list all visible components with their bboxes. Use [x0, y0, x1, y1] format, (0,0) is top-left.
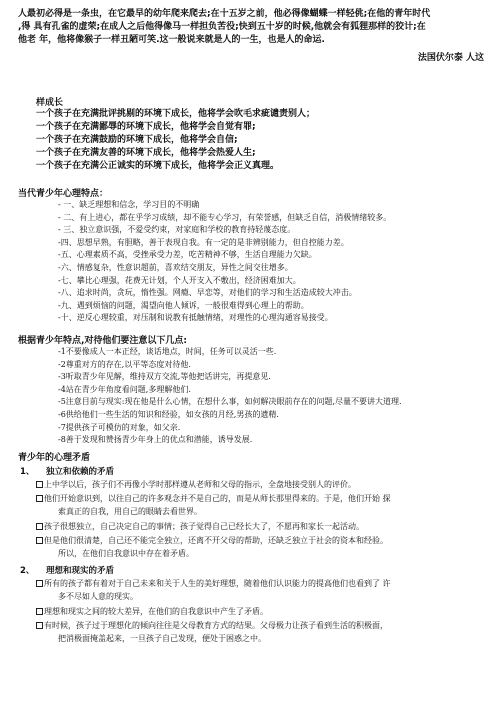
traits-heading: 当代青少年心理特点： [18, 189, 109, 199]
paragraph [36, 521, 484, 534]
quote-attribution: 法国伏尔泰 人这 [417, 53, 484, 63]
paragraph [36, 578, 484, 603]
section-heading [20, 465, 114, 477]
list-item: -九、遇到烦恼的问题，渴望向他人倾诉，一般很难得到心理上的帮助。 [58, 300, 309, 310]
paragraph [36, 606, 484, 619]
section-heading [20, 564, 114, 576]
list-item: -8善于发现和赞扬青少年身上的优点和潜能，诱导发展. [58, 435, 253, 445]
paragraph [36, 493, 484, 518]
list-item: -五、心理素质不高，受挫承受力差，吃苦精神不够，生活自理能力欠缺。 [58, 250, 317, 260]
section-number: 1、 [20, 467, 35, 477]
paragraph-line: 理想和现实之间的较大差异，在他们的自我意识中产生了矛盾。 [44, 607, 268, 616]
intro-line: 他老 年，他将像猴子一样丑陋可笑.这一般说来就是人的一生，也是人的命运. [18, 35, 325, 45]
list-item: 一个孩子在充满鼓励的环境下成长，他将学会自信; [36, 135, 238, 145]
section-title: 理想和现实的矛盾 [46, 566, 115, 576]
list-item: -六、情感复杂，性意识超前，喜欢结交朋友，异性之间交往增多。 [58, 262, 293, 272]
list-item: -2尊重对方的存在,以平等态度对待他. [58, 359, 191, 369]
list-item: -3听取青少年见解，维持双方交流,等他把话讲完，再提意见. [58, 372, 271, 382]
section-number: 2、 [20, 566, 35, 576]
traits-list [58, 199, 391, 325]
list-item: - 一、缺乏理想和信念，学习目的不明确 [58, 200, 200, 209]
checkbox-icon [36, 608, 43, 615]
paragraph-line: 但是他们很清楚，自己还不能完全独立，还离不开父母的帮助，还缺乏独立于社会的资本和经验。 [44, 536, 388, 545]
paragraph-line: 孩子很想独立，自己决定自己的事情；孩子觉得自己已经长大了，不愿再和家长一起活动。 [44, 522, 364, 531]
section-title: 独立和依赖的矛盾 [46, 467, 115, 477]
notes-heading: 根据青少年特点,对待他们要注意以下几点: [18, 336, 188, 346]
list-item: 一个孩子在充满公正诚实的环境下成长，他将学会正义真理。 [36, 161, 280, 171]
paragraph [36, 620, 484, 645]
checkbox-icon [36, 495, 43, 502]
list-item: 一个孩子在充满友善的环境下成长，他将学会热爱人生; [36, 148, 256, 158]
checkbox-icon [36, 580, 43, 587]
list-item: - 三、独立意识强，不爱受约束，对家庭和学校的教育持轻蔑态度。 [58, 225, 296, 235]
contradictions-heading: 青少年的心理矛盾 [18, 453, 91, 463]
list-item: -四、思想早熟，有胆略，善于表现自我。有一定的是非辨别能力，但自控能力差。 [58, 237, 349, 247]
notes-list [58, 346, 402, 447]
paragraph-line: 上中学以后，孩子们不再像小学时那样遵从老师和父母的指示，全盘地接受别人的评价。 [44, 480, 356, 489]
paragraph-line: 索真正的自我，用自己的眼睛去看世界。 [58, 506, 202, 516]
checkbox-icon [36, 523, 43, 530]
list-item: -4站在青少年角度看问题,多理解他们. [58, 384, 191, 394]
list-item: -5注意目前与现实:现在他是什么心情，在想什么事，如何解决眼前存在的问题,尽量不要讲大道理. [58, 397, 402, 407]
paragraph-line: 把消极面掩盖起来，一旦孩子自己发现，便处于困惑之中。 [58, 633, 266, 643]
checkbox-icon [36, 622, 43, 629]
paragraph-line: 有时候，孩子过于理想化的倾向往往是父母教育方式的结果。父母极力让孩子看到生活的积极面， [44, 621, 388, 630]
list-item: - 二、有上进心，都在乎学习成绩，却不能专心学习，有荣誉感，但缺乏自信，消极情绪较多。 [58, 212, 392, 222]
paragraph-line: 所以，在他们自我意识中存在着矛盾。 [58, 548, 194, 558]
checkbox-icon [36, 481, 43, 488]
paragraph [36, 535, 484, 560]
paragraph-line: 所有的孩子都有着对于自己未来和关于人生的美好理想，随着他们认识能力的提高他们也看到了 许 [44, 579, 391, 588]
list-item: -7提供孩子可模仿的对象，如父亲. [58, 422, 181, 432]
intro-line: ,得 具有孔雀的虚荣;在成人之后他得像马一样担负苦役;快到五十岁的时候,他就会有狐狸那样的狡计;在 [18, 22, 426, 32]
paragraph [36, 479, 484, 492]
list-item: 一个孩子在充满批评挑剔的环境下成长，他将学会吹毛求疵谴责别人； [36, 109, 316, 119]
list-item: -6供给他们一些生活的知识和经验，如女孩的月经,男孩的遗精. [58, 409, 279, 419]
list-item: -七、攀比心理强，花费无计划，个人开支入不敷出，经济困难加大。 [58, 275, 301, 285]
paragraph-line: 多不尽如人意的现实。 [58, 591, 138, 601]
intro-line: 人最初必得是一条虫，在它最早的幼年爬来爬去;在十五岁之前，他必得像蝴蝶一样轻佻;在他的青年时代 [18, 9, 431, 19]
list-item: -八、追求时尚，贪玩，惰性强。网瘾、早恋等，对他们的学习和生活造成较大冲击。 [58, 288, 357, 298]
upbringing-heading: 样成长 [36, 98, 64, 108]
list-item: -十、逆反心理较重，对压制和说教有抵触情绪，对理性的心理沟通容易接受。 [58, 313, 333, 323]
upbringing-list [36, 108, 315, 173]
checkbox-icon [36, 537, 43, 544]
paragraph-line: 他们开始意识到，以往自己的许多观念并不是自己的，而是从师长那里得来的。于是，他们开始 探 [44, 494, 391, 503]
intro-quote [18, 8, 486, 47]
list-item: -1不要像成人一本正经，谈话地点，时间，任务可以灵活一些. [58, 347, 277, 356]
list-item: 一个孩子在充满鄙辱的环境下成长，他将学会自觉有罪; [36, 122, 256, 132]
